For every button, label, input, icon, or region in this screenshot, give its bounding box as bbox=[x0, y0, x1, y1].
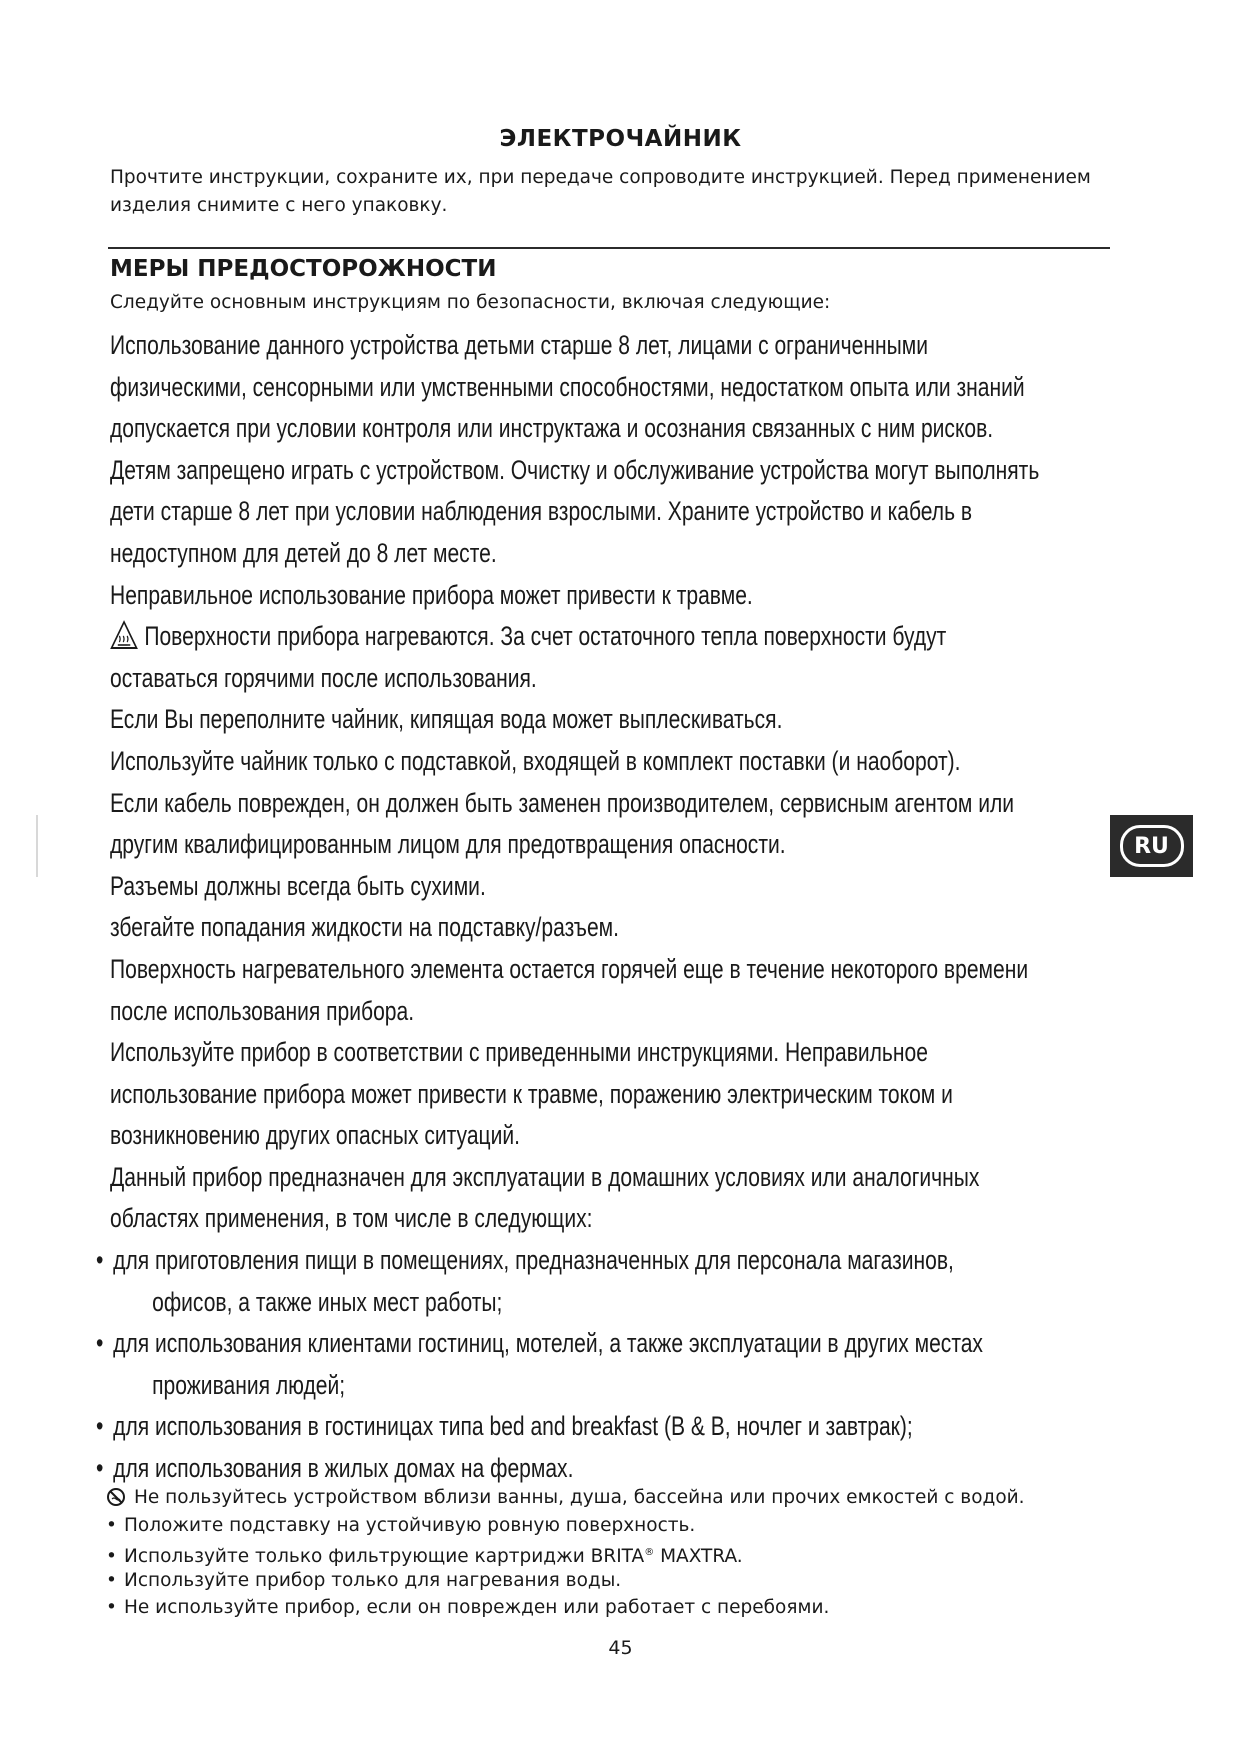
body-line: Поверхность нагревательного элемента остается горячей еще в течение некоторого времени bbox=[110, 953, 1029, 984]
list-item: • для использования в гостиницах типа bed and breakfast (B & B, ночлег и завтрак); bbox=[96, 1406, 895, 1448]
warning-text: Поверхности прибора нагреваются. За счет остаточного тепла поверхности будут bbox=[144, 621, 947, 652]
intro-paragraph: Прочтите инструкции, сохраните их, при передаче сопроводите инструкцией. Перед применением изделия снимите с него упаковку. bbox=[110, 167, 1091, 216]
prohibited-text: Не пользуйтесь устройством вблизи ванны, душа, бассейна или прочих емкостей с водой. bbox=[134, 1487, 1025, 1508]
trademark-symbol: ® bbox=[644, 1547, 655, 1558]
body-line: Использование данного устройства детьми старше 8 лет, лицами с ограниченными bbox=[110, 330, 929, 360]
margin-mark bbox=[36, 815, 38, 877]
language-code: RU bbox=[1120, 825, 1184, 867]
body-line: недоступном для детей до 8 лет месте. bbox=[110, 537, 497, 568]
body-line: возникновению других опасных ситуаций. bbox=[110, 1120, 520, 1151]
prohibited-icon bbox=[106, 1487, 128, 1507]
list-item: • Используйте только фильтрующие картриджи BRITA® MAXTRA. bbox=[106, 1546, 743, 1568]
warning-line bbox=[110, 616, 947, 658]
body-line: дети старше 8 лет при условии наблюдения взрослыми. Храните устройство и кабель в bbox=[110, 496, 973, 527]
warning-hot-surface-icon bbox=[110, 620, 138, 650]
list-item: • Используйте прибор только для нагревания воды. bbox=[106, 1569, 622, 1591]
list-item-continuation: офисов, а также иных мест работы; bbox=[152, 1286, 503, 1317]
body-line: оставаться горячими после использования. bbox=[110, 662, 537, 693]
list-item: • Не используйте прибор, если он поврежден или работает с перебоями. bbox=[106, 1597, 830, 1618]
body-line: збегайте попадания жидкости на подставку/разъем. bbox=[110, 912, 619, 943]
bullet: • bbox=[96, 1245, 104, 1276]
body-line: Детям запрещено играть с устройством. Очистку и обслуживание устройства могут выполнять bbox=[110, 454, 1040, 485]
bullet: • bbox=[96, 1453, 104, 1484]
document-title: ЭЛЕКТРОЧАЙНИК bbox=[499, 126, 742, 152]
body-line: Если кабель поврежден, он должен быть заменен производителем, сервисным агентом или bbox=[110, 787, 1015, 818]
body-line: Неправильное использование прибора может привести к травме. bbox=[110, 579, 753, 610]
body-line: областях применения, в том числе в следующих: bbox=[110, 1203, 593, 1234]
body-line: Данный прибор предназначен для эксплуатации в домашних условиях или аналогичных bbox=[110, 1161, 980, 1192]
additional-precautions bbox=[106, 1484, 1116, 1622]
body-line: использование прибора может привести к травме, поражению электрическим током и bbox=[110, 1078, 953, 1109]
safety-instructions bbox=[96, 325, 1120, 1490]
body-line: после использования прибора. bbox=[110, 995, 415, 1026]
list-item: • для использования клиентами гостиниц, мотелей, а также эксплуатации в других местах bbox=[96, 1323, 895, 1365]
body-line: другим квалифицированным лицом для предотвращения опасности. bbox=[110, 829, 786, 860]
section-divider bbox=[108, 247, 1110, 249]
body-line: Используйте чайник только с подставкой, входящей в комплект поставки (и наоборот). bbox=[110, 745, 961, 776]
list-item: • Положите подставку на устойчивую ровную поверхность. bbox=[106, 1514, 696, 1536]
body-line: Разъемы должны всегда быть сухими. bbox=[110, 870, 486, 901]
list-item: • для приготовления пищи в помещениях, предназначенных для персонала магазинов, bbox=[96, 1240, 895, 1282]
bullet: • bbox=[96, 1328, 104, 1359]
section-intro: Следуйте основным инструкциям по безопасности, включая следующие: bbox=[110, 292, 831, 313]
list-item-continuation: проживания людей; bbox=[152, 1369, 346, 1400]
list-item: • для использования в жилых домах на фермах. bbox=[96, 1448, 895, 1490]
body-line: Используйте прибор в соответствии с приведенными инструкциями. Неправильное bbox=[110, 1037, 928, 1068]
body-line: Если Вы переполните чайник, кипящая вода может выплескиваться. bbox=[110, 704, 783, 735]
section-heading: МЕРЫ ПРЕДОСТОРОЖНОСТИ bbox=[110, 256, 497, 282]
page-number: 45 bbox=[608, 1637, 633, 1659]
language-badge bbox=[1110, 815, 1193, 877]
bullet: • bbox=[96, 1411, 104, 1442]
body-line: физическими, сенсорными или умственными способностями, недостатком опыта или знаний bbox=[110, 371, 1025, 402]
body-line: допускается при условии контроля или инструктажа и осознания связанных с ним рисков. bbox=[110, 413, 994, 444]
prohibited-item bbox=[106, 1484, 1116, 1512]
